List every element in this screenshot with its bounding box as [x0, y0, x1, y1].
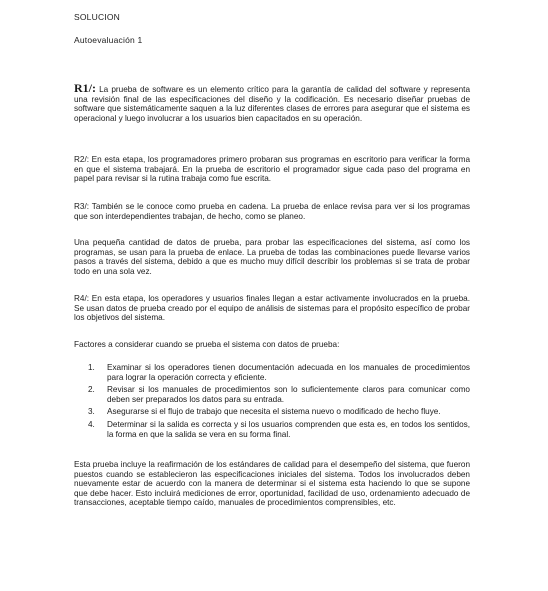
factors-list [74, 363, 470, 442]
answer-r1-label: R1/: [74, 81, 96, 95]
list-item: 2. Revisar si los manuales de procedimientos son lo suficientemente claros para comunicar como deben ser preparados los datos para su entrada. [88, 385, 470, 404]
conclusion-paragraph: Esta prueba incluye la reafirmación de los estándares de calidad para el desempeño del sistema, que fueron puestos cuando se establecieron las especificaciones iniciales del sistema. Todos los involucrados deben nuevamente estar de acuerdo con la manera de determinar si el sistema esta haciendo lo que se supone que debe hacer. Esto incluirá mediciones de error, oportunidad, facilidad de uso, ordenamiento adecuado de transacciones, aceptable tiempo caído, manuales de procedimientos comprensibles, etc. [74, 460, 470, 508]
answer-r3-label: R3/: [74, 202, 90, 211]
answer-r4-label: R4/: [74, 294, 90, 303]
list-item: 1. Examinar si los operadores tienen documentación adecuada en los manuales de procedimientos para lograr la operación correcta y eficiente. [88, 363, 470, 382]
document-title: SOLUCION [74, 12, 120, 22]
answer-r3 [74, 202, 470, 221]
answer-r2 [74, 155, 470, 184]
factors-intro: Factores a considerar cuando se prueba el sistema con datos de prueba: [74, 340, 340, 349]
answer-r4 [74, 294, 470, 323]
answer-r4-text: En esta etapa, los operadores y usuarios finales llegan a estar activamente involucrados en la prueba. Se usan datos de prueba creado por el equipo de análisis de sistemas para el propósito específico de probar los objetivos del sistema. [74, 294, 470, 323]
answer-r2-text: En esta etapa, los programadores primero probaran sus programas en escritorio para verificar la forma en que el sistema trabajará. En la prueba de escritorio el programador sigue cada paso del programa en papel para revisar si la rutina trabaja como fue escrita. [74, 155, 470, 184]
answer-r3-text: También se le conoce como prueba en cadena. La prueba de enlace revisa para ver si los programas que son interdependientes trabajan, de hecho, como se planeo. [74, 202, 470, 221]
answer-r1-text: La prueba de software es un elemento crítico para la garantía de calidad del software y representa una revisión final de las especificaciones del diseño y la codificación. Es necesario diseñar pruebas de software que sistemáticamente saquen a la luz diferentes clases de errores para asegurar que el sistema es operacional y luego involucrar a los usuarios bien capacitados en su operación. [74, 85, 470, 123]
answer-r1 [74, 81, 470, 123]
list-item: 3. Asegurarse si el flujo de trabajo que necesita el sistema nuevo o modificado de hecho fluye. [88, 407, 441, 417]
answer-r2-label: R2/: [74, 155, 90, 164]
document-subtitle: Autoevaluación 1 [74, 35, 143, 45]
paragraph-test-data: Una pequeña cantidad de datos de prueba, para probar las especificaciones del sistema, así como los programas, se usan para la prueba de enlace. La prueba de todas las combinaciones puede llevarse varios pasos a través del sistema, debido a que es mucho muy difícil describir los problemas si se trata de probar todo en una sola vez. [74, 238, 470, 276]
list-item: 4. Determinar si la salida es correcta y si los usuarios comprenden que esta es, en todos los sentidos, la forma en que la salida se vera en su forma final. [88, 419, 470, 439]
